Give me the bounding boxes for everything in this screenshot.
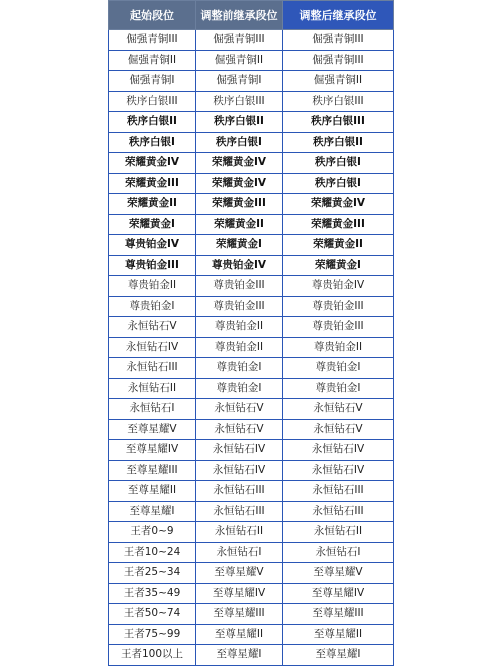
cell-start-rank: 荣耀黄金III	[109, 173, 196, 194]
cell-after-adjust: 荣耀黄金IV	[283, 194, 394, 215]
cell-before-adjust: 尊贵铂金II	[196, 337, 283, 358]
header-start-rank: 起始段位	[109, 1, 196, 30]
cell-before-adjust: 尊贵铂金III	[196, 276, 283, 297]
cell-start-rank: 永恒钻石II	[109, 378, 196, 399]
cell-after-adjust: 至尊星耀V	[283, 563, 394, 584]
table-row	[109, 132, 394, 153]
cell-before-adjust: 尊贵铂金II	[196, 317, 283, 338]
table-row	[109, 153, 394, 174]
cell-before-adjust: 荣耀黄金I	[196, 235, 283, 256]
cell-before-adjust: 倔强青铜II	[196, 50, 283, 71]
cell-after-adjust: 永恒钻石III	[283, 501, 394, 522]
table-row	[109, 604, 394, 625]
table-row	[109, 50, 394, 71]
table-row	[109, 276, 394, 297]
cell-start-rank: 王者35~49	[109, 583, 196, 604]
cell-before-adjust: 永恒钻石IV	[196, 460, 283, 481]
cell-start-rank: 倔强青铜II	[109, 50, 196, 71]
cell-after-adjust: 倔强青铜III	[283, 50, 394, 71]
cell-start-rank: 至尊星耀IV	[109, 440, 196, 461]
table-row	[109, 460, 394, 481]
header-before-adjust: 调整前继承段位	[196, 1, 283, 30]
cell-start-rank: 荣耀黄金II	[109, 194, 196, 215]
cell-start-rank: 秩序白银III	[109, 91, 196, 112]
cell-before-adjust: 尊贵铂金III	[196, 296, 283, 317]
cell-after-adjust: 尊贵铂金I	[283, 378, 394, 399]
table-row	[109, 91, 394, 112]
table-row	[109, 522, 394, 543]
cell-start-rank: 尊贵铂金I	[109, 296, 196, 317]
header-after-adjust: 调整后继承段位	[283, 1, 394, 30]
cell-after-adjust: 永恒钻石V	[283, 399, 394, 420]
cell-before-adjust: 至尊星耀IV	[196, 583, 283, 604]
table-row	[109, 378, 394, 399]
table-row	[109, 481, 394, 502]
cell-start-rank: 秩序白银II	[109, 112, 196, 133]
cell-after-adjust: 永恒钻石III	[283, 481, 394, 502]
table-row	[109, 317, 394, 338]
cell-before-adjust: 秩序白银I	[196, 132, 283, 153]
cell-after-adjust: 至尊星耀III	[283, 604, 394, 625]
cell-start-rank: 王者0~9	[109, 522, 196, 543]
cell-after-adjust: 荣耀黄金II	[283, 235, 394, 256]
table-row	[109, 542, 394, 563]
cell-start-rank: 倔强青铜I	[109, 71, 196, 92]
cell-after-adjust: 尊贵铂金III	[283, 317, 394, 338]
table-row	[109, 214, 394, 235]
rank-inheritance-table	[108, 0, 394, 666]
cell-after-adjust: 倔强青铜II	[283, 71, 394, 92]
cell-before-adjust: 永恒钻石I	[196, 542, 283, 563]
cell-before-adjust: 永恒钻石V	[196, 419, 283, 440]
cell-before-adjust: 倔强青铜III	[196, 30, 283, 51]
cell-start-rank: 秩序白银I	[109, 132, 196, 153]
table-row	[109, 235, 394, 256]
cell-before-adjust: 永恒钻石III	[196, 501, 283, 522]
cell-after-adjust: 尊贵铂金II	[283, 337, 394, 358]
cell-after-adjust: 秩序白银I	[283, 173, 394, 194]
cell-before-adjust: 荣耀黄金IV	[196, 173, 283, 194]
cell-start-rank: 王者75~99	[109, 624, 196, 645]
cell-start-rank: 至尊星耀I	[109, 501, 196, 522]
table-row	[109, 583, 394, 604]
cell-start-rank: 永恒钻石IV	[109, 337, 196, 358]
table-header-row	[109, 1, 394, 30]
cell-after-adjust: 永恒钻石II	[283, 522, 394, 543]
cell-after-adjust: 荣耀黄金I	[283, 255, 394, 276]
table-row	[109, 624, 394, 645]
table-row	[109, 399, 394, 420]
table-row	[109, 358, 394, 379]
cell-before-adjust: 永恒钻石IV	[196, 440, 283, 461]
cell-before-adjust: 尊贵铂金I	[196, 358, 283, 379]
table-row	[109, 112, 394, 133]
cell-before-adjust: 永恒钻石II	[196, 522, 283, 543]
cell-start-rank: 永恒钻石I	[109, 399, 196, 420]
cell-before-adjust: 至尊星耀II	[196, 624, 283, 645]
cell-before-adjust: 荣耀黄金III	[196, 194, 283, 215]
cell-before-adjust: 秩序白银II	[196, 112, 283, 133]
cell-start-rank: 倔强青铜III	[109, 30, 196, 51]
cell-start-rank: 尊贵铂金II	[109, 276, 196, 297]
cell-after-adjust: 至尊星耀II	[283, 624, 394, 645]
table-body	[109, 30, 394, 666]
table-row	[109, 30, 394, 51]
cell-start-rank: 至尊星耀III	[109, 460, 196, 481]
cell-before-adjust: 至尊星耀I	[196, 645, 283, 666]
cell-start-rank: 至尊星耀II	[109, 481, 196, 502]
cell-after-adjust: 荣耀黄金III	[283, 214, 394, 235]
cell-after-adjust: 秩序白银I	[283, 153, 394, 174]
cell-before-adjust: 至尊星耀V	[196, 563, 283, 584]
cell-after-adjust: 秩序白银III	[283, 112, 394, 133]
table-row	[109, 645, 394, 666]
cell-after-adjust: 尊贵铂金III	[283, 296, 394, 317]
cell-after-adjust: 尊贵铂金IV	[283, 276, 394, 297]
cell-after-adjust: 秩序白银III	[283, 91, 394, 112]
cell-after-adjust: 永恒钻石I	[283, 542, 394, 563]
cell-start-rank: 永恒钻石III	[109, 358, 196, 379]
table-row	[109, 440, 394, 461]
table-row	[109, 563, 394, 584]
table-row	[109, 501, 394, 522]
cell-before-adjust: 秩序白银III	[196, 91, 283, 112]
cell-start-rank: 荣耀黄金I	[109, 214, 196, 235]
cell-after-adjust: 倔强青铜III	[283, 30, 394, 51]
cell-before-adjust: 至尊星耀III	[196, 604, 283, 625]
table-row	[109, 296, 394, 317]
cell-after-adjust: 永恒钻石IV	[283, 440, 394, 461]
cell-after-adjust: 秩序白银II	[283, 132, 394, 153]
cell-after-adjust: 永恒钻石IV	[283, 460, 394, 481]
cell-before-adjust: 倔强青铜I	[196, 71, 283, 92]
table-row	[109, 173, 394, 194]
cell-start-rank: 王者25~34	[109, 563, 196, 584]
table-row	[109, 71, 394, 92]
cell-before-adjust: 荣耀黄金IV	[196, 153, 283, 174]
cell-start-rank: 王者10~24	[109, 542, 196, 563]
cell-before-adjust: 尊贵铂金IV	[196, 255, 283, 276]
cell-after-adjust: 至尊星耀IV	[283, 583, 394, 604]
cell-start-rank: 至尊星耀V	[109, 419, 196, 440]
cell-before-adjust: 荣耀黄金II	[196, 214, 283, 235]
table-row	[109, 419, 394, 440]
cell-start-rank: 荣耀黄金IV	[109, 153, 196, 174]
cell-start-rank: 王者50~74	[109, 604, 196, 625]
cell-before-adjust: 永恒钻石V	[196, 399, 283, 420]
cell-start-rank: 尊贵铂金IV	[109, 235, 196, 256]
table-row	[109, 337, 394, 358]
cell-before-adjust: 永恒钻石III	[196, 481, 283, 502]
cell-before-adjust: 尊贵铂金I	[196, 378, 283, 399]
cell-start-rank: 尊贵铂金III	[109, 255, 196, 276]
table-row	[109, 255, 394, 276]
cell-after-adjust: 尊贵铂金I	[283, 358, 394, 379]
cell-after-adjust: 至尊星耀I	[283, 645, 394, 666]
cell-start-rank: 王者100以上	[109, 645, 196, 666]
cell-after-adjust: 永恒钻石V	[283, 419, 394, 440]
cell-start-rank: 永恒钻石V	[109, 317, 196, 338]
table-row	[109, 194, 394, 215]
